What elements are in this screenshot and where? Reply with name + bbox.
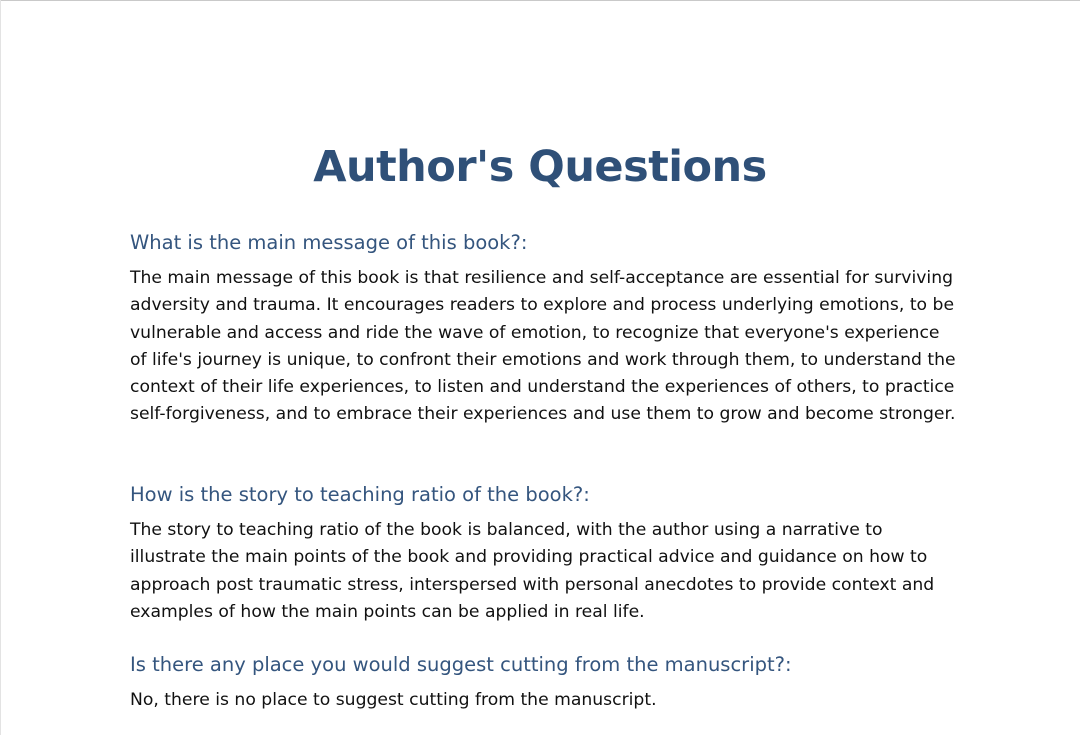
qa-section-story-teaching-ratio (130, 481, 960, 626)
qa-section-main-message (130, 229, 960, 429)
question-heading: How is the story to teaching ratio of the book?: (130, 483, 590, 506)
page-left-border (0, 0, 1, 735)
question-heading: Is there any place you would suggest cutting from the manuscript?: (130, 653, 792, 676)
question-heading: What is the main message of this book?: (130, 231, 528, 254)
answer-text: No, there is no place to suggest cutting from the manuscript. (130, 690, 657, 710)
answer-text: The story to teaching ratio of the book is balanced, with the author using a narrative to illustrate the main points of the book and providing practical advice and guidance on how to approach post traumatic stress, interspersed with personal anecdotes to provide context and examples of how the main points can be applied in real life. (130, 520, 935, 622)
answer-text: The main message of this book is that resilience and self-acceptance are essential for surviving adversity and trauma. It encourages readers to explore and process underlying emotions, to be vulnerable and access and ride the wave of emotion, to recognize that everyone's experience of life's journey is unique, to confront their emotions and work through them, to understand the context of their life experiences, to listen and understand the experiences of others, to practice self-forgiveness, and to embrace their experiences and use them to grow and become stronger. (130, 268, 956, 425)
page-title: Author's Questions (313, 141, 767, 192)
page-top-border (0, 0, 1080, 1)
qa-section-cutting-suggestion (130, 651, 960, 714)
